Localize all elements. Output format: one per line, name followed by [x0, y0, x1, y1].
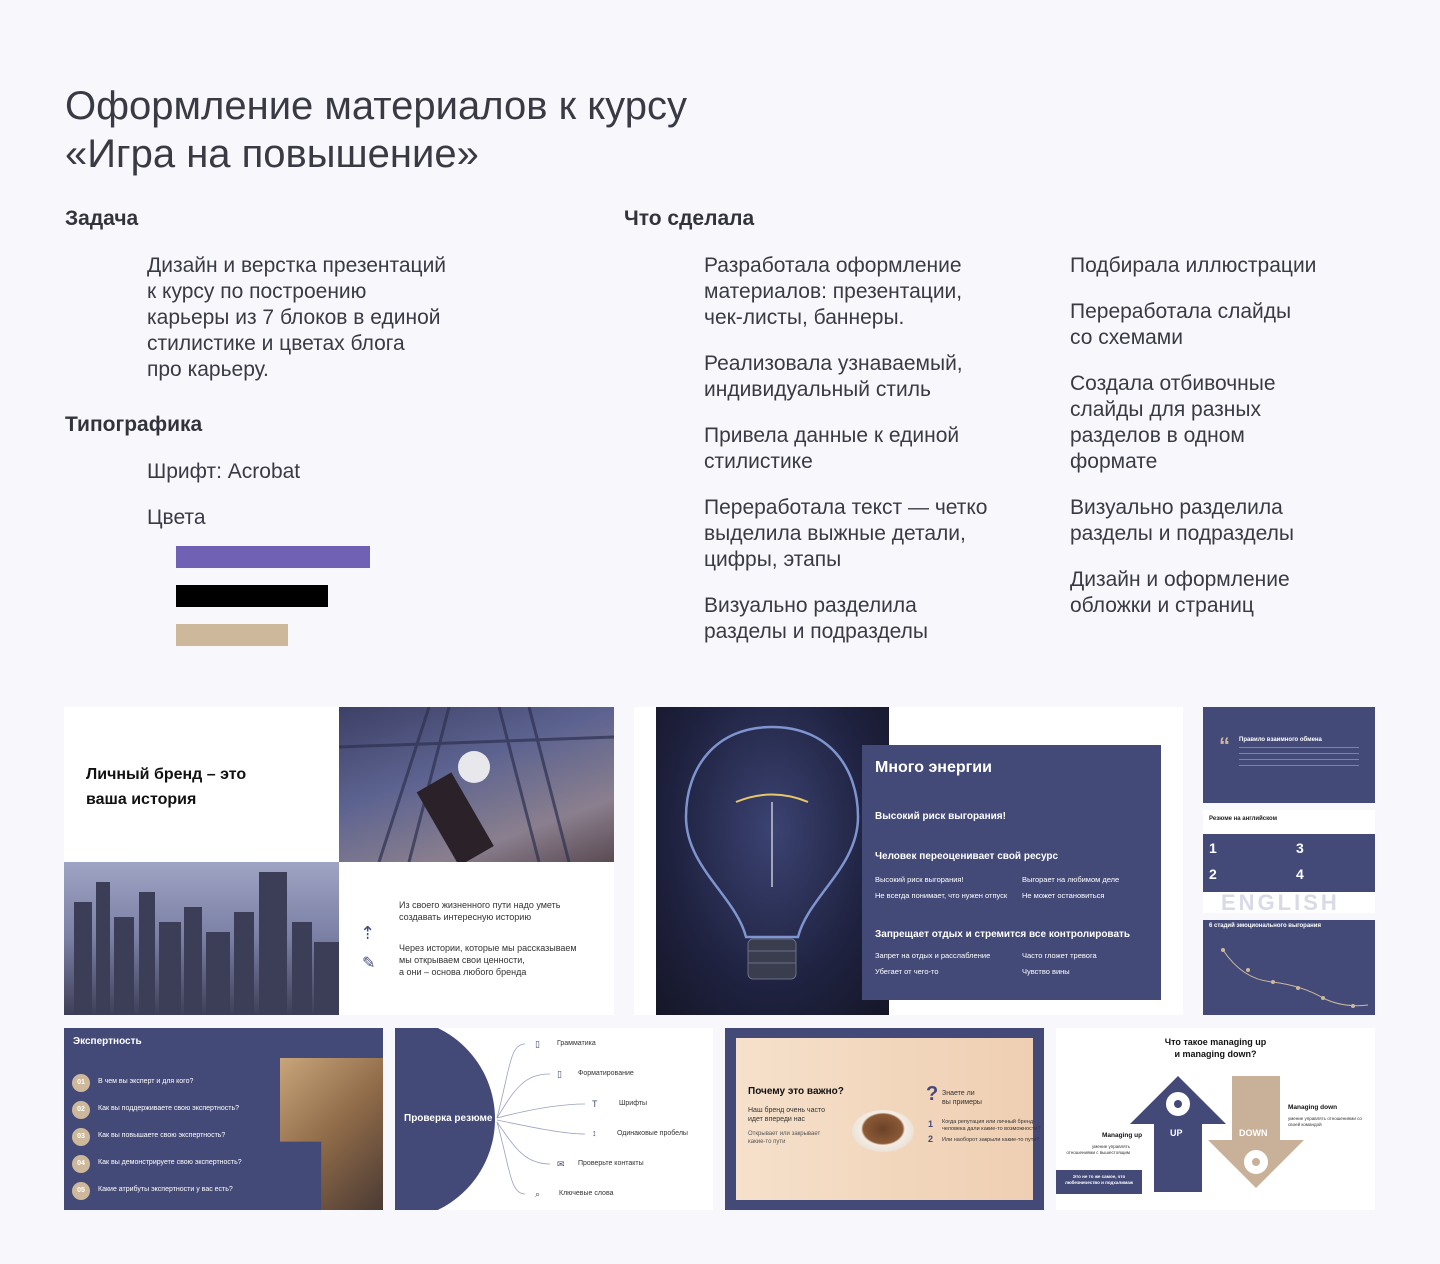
path-icon: ⇡	[360, 923, 376, 943]
page-title	[65, 82, 687, 178]
colors-label: Цвета	[147, 506, 206, 529]
city-illustration	[64, 862, 339, 1015]
slide-energy	[634, 707, 1183, 1015]
energy-subtitle-2: Человек переоценивает свой ресурс	[875, 851, 1059, 862]
energy-subtitle-3: Запрещает отдых и стремится все контролировать	[875, 929, 1131, 940]
done-item: Реализовала узнаваемый, индивидуальный стиль	[704, 352, 963, 401]
example-text: Когда репутация или личный бренд человека дали какие-то возможности?	[942, 1119, 1041, 1132]
done-item: Визуально разделила разделы и подразделы	[704, 594, 928, 643]
resume-english-panel	[1203, 834, 1375, 892]
page-title-line-2: «Игра на повышение»	[65, 132, 479, 176]
resume-item: Ключевые слова	[559, 1190, 614, 1197]
step-number: 3	[1296, 840, 1304, 856]
slide-expertise	[64, 1028, 383, 1210]
slide-resume-english	[1203, 810, 1375, 913]
font-label: Шрифт: Acrobat	[147, 460, 301, 483]
slide-rule-exchange	[1203, 707, 1375, 803]
search-icon: ⌕	[535, 1189, 541, 1199]
energy-point: Убегает от чего-то	[875, 967, 939, 976]
resume-english-title: Резюме на английском	[1209, 816, 1278, 822]
up-label: UP	[1170, 1128, 1183, 1138]
step-number: 4	[1296, 866, 1304, 882]
done-heading: Что сделала	[624, 207, 755, 230]
resume-item: Грамматика	[557, 1040, 596, 1047]
city-photo	[64, 862, 339, 1015]
expertise-question: Как вы демонстрируете свою экспертность?	[98, 1159, 242, 1166]
rule-title: Правило взаимного обмена	[1239, 737, 1322, 743]
font-icon: T	[592, 1099, 598, 1109]
energy-point: Выгорает на любимом деле	[1022, 875, 1120, 884]
lightbulb-icon	[656, 707, 889, 1015]
brand-title: Личный бренд – это ваша история	[86, 766, 247, 808]
bridge-illustration	[339, 707, 614, 862]
color-swatch-black	[176, 585, 328, 607]
why-text-1: Наш бренд очень часто идет впереди нас	[748, 1107, 825, 1123]
done-column-2	[1070, 253, 1400, 639]
task-line: к курсу по построению	[147, 280, 367, 303]
energy-point: Запрет на отдых и расслабление	[875, 951, 991, 960]
done-item: Создала отбивочные слайды для разных разделов в одном формате	[1070, 372, 1276, 473]
lightbulb-photo	[656, 707, 889, 1015]
done-item: Переработала слайды со схемами	[1070, 300, 1292, 349]
resume-title: Проверка резюме	[404, 1113, 493, 1124]
step-number: 2	[1209, 866, 1217, 882]
document-icon: ▯	[535, 1039, 540, 1049]
rule-text-lines	[1239, 747, 1359, 769]
coffee-cup-photo	[852, 1110, 914, 1152]
pdf-icon: ▯	[557, 1069, 562, 1079]
task-line: стилистике и цветах блога	[147, 332, 405, 355]
expertise-number: 01	[72, 1074, 90, 1092]
resume-item: Шрифты	[619, 1100, 648, 1107]
done-column-1	[704, 253, 1054, 665]
managing-up-desc: умение управлять отношениями с вышестоящим	[1066, 1144, 1130, 1155]
slide-why-important	[725, 1028, 1044, 1210]
task-heading: Задача	[65, 207, 139, 230]
brand-point-2: Через истории, которые мы рассказываем мы открываем свои ценности, а они – основа любого бренда	[399, 943, 577, 977]
slide-personal-brand	[64, 707, 614, 1015]
example-number: 2	[928, 1134, 934, 1144]
energy-point: Не может остановиться	[1022, 891, 1105, 900]
expertise-question: Как вы поддерживаете свою экспертность?	[98, 1105, 239, 1112]
energy-panel	[862, 745, 1161, 1000]
english-watermark: ENGLISH	[1221, 890, 1340, 913]
done-item: Дизайн и оформление обложки и страниц	[1070, 568, 1290, 617]
managing-down-title: Managing down	[1288, 1104, 1338, 1111]
managing-up-title: Managing up	[1102, 1132, 1143, 1139]
example-number: 1	[928, 1119, 934, 1129]
spacing-icon: ↕	[592, 1128, 597, 1138]
energy-subtitle-1: Высокий риск выгорания!	[875, 811, 1006, 822]
why-question: Знаете ли вы примеры	[942, 1090, 982, 1106]
managing-title: Что такое managing up и managing down?	[1164, 1037, 1267, 1059]
page-title-line-1: Оформление материалов к курсу	[65, 84, 687, 128]
why-card	[736, 1038, 1041, 1200]
number-5-photo	[280, 1058, 383, 1210]
mail-icon: ✉	[557, 1159, 565, 1169]
done-item: Переработала текст — четко выделила выжные детали, цифры, этапы	[704, 496, 988, 571]
why-text-2: Открывает или закрывает какие-то пути	[748, 1131, 821, 1145]
resume-item: Форматирование	[578, 1070, 634, 1077]
task-line: Дизайн и верстка презентаций	[147, 254, 447, 277]
down-label: DOWN	[1239, 1128, 1268, 1138]
slide-resume-check	[395, 1028, 713, 1210]
color-swatch-beige	[176, 624, 288, 646]
slide-managing	[1056, 1028, 1375, 1210]
color-swatch-purple	[176, 546, 370, 568]
expertise-number: 03	[72, 1128, 90, 1146]
expertise-number: 04	[72, 1155, 90, 1173]
typography-heading: Типографика	[65, 413, 203, 436]
energy-title: Много энергии	[875, 759, 992, 776]
task-line: карьеры из 7 блоков в единой	[147, 306, 441, 329]
done-item: Подбирала иллюстрации	[1070, 254, 1317, 277]
done-item: Привела данные к единой стилистике	[704, 424, 960, 473]
step-number: 1	[1209, 840, 1217, 856]
expertise-number: 05	[72, 1182, 90, 1200]
energy-point: Часто гложет тревога	[1022, 951, 1097, 960]
managing-note: Это не то же самое, что любезничество и подхалимаж	[1056, 1170, 1142, 1194]
done-item: Визуально разделила разделы и подразделы	[1070, 496, 1294, 545]
task-line: про карьеру.	[147, 358, 269, 381]
resume-item: Одинаковые пробелы	[617, 1130, 688, 1137]
brand-point-1: Из своего жизненного пути надо уметь создавать интересную историю	[399, 900, 561, 922]
energy-point: Высокий риск выгорания!	[875, 875, 964, 884]
resume-branches	[395, 1028, 713, 1210]
example-text: Или наоборот закрыли какие-то пути?	[942, 1137, 1040, 1143]
why-title: Почему это важно?	[748, 1086, 844, 1097]
expertise-question: Какие атрибуты экспертности у вас есть?	[98, 1186, 233, 1193]
expertise-question: Как вы повышаете свою экспертность?	[98, 1132, 226, 1139]
question-mark-icon: ?	[926, 1083, 939, 1105]
quote-icon: “	[1219, 733, 1230, 758]
done-item: Разработала оформление материалов: презентации, чек-листы, баннеры.	[704, 254, 963, 329]
expertise-number: 02	[72, 1101, 90, 1119]
task-description	[147, 253, 446, 383]
energy-point: Не всегда понимает, что нужен отпуск	[875, 891, 1008, 900]
document-pen-icon: ✎	[362, 955, 376, 972]
managing-down-desc: умение управлять отношениями со своей командой	[1288, 1116, 1362, 1127]
expertise-question: В чем вы эксперт и для кого?	[98, 1078, 194, 1085]
slide-burnout-stages	[1203, 920, 1375, 1015]
bridge-photo	[339, 707, 614, 862]
stages-title: 6 стадий эмоционального выгорания	[1209, 923, 1321, 929]
energy-point: Чувство вины	[1022, 967, 1070, 976]
resume-item: Проверьте контакты	[578, 1160, 644, 1167]
stages-curve	[1203, 920, 1375, 1015]
expertise-title: Экспертность	[73, 1036, 142, 1047]
